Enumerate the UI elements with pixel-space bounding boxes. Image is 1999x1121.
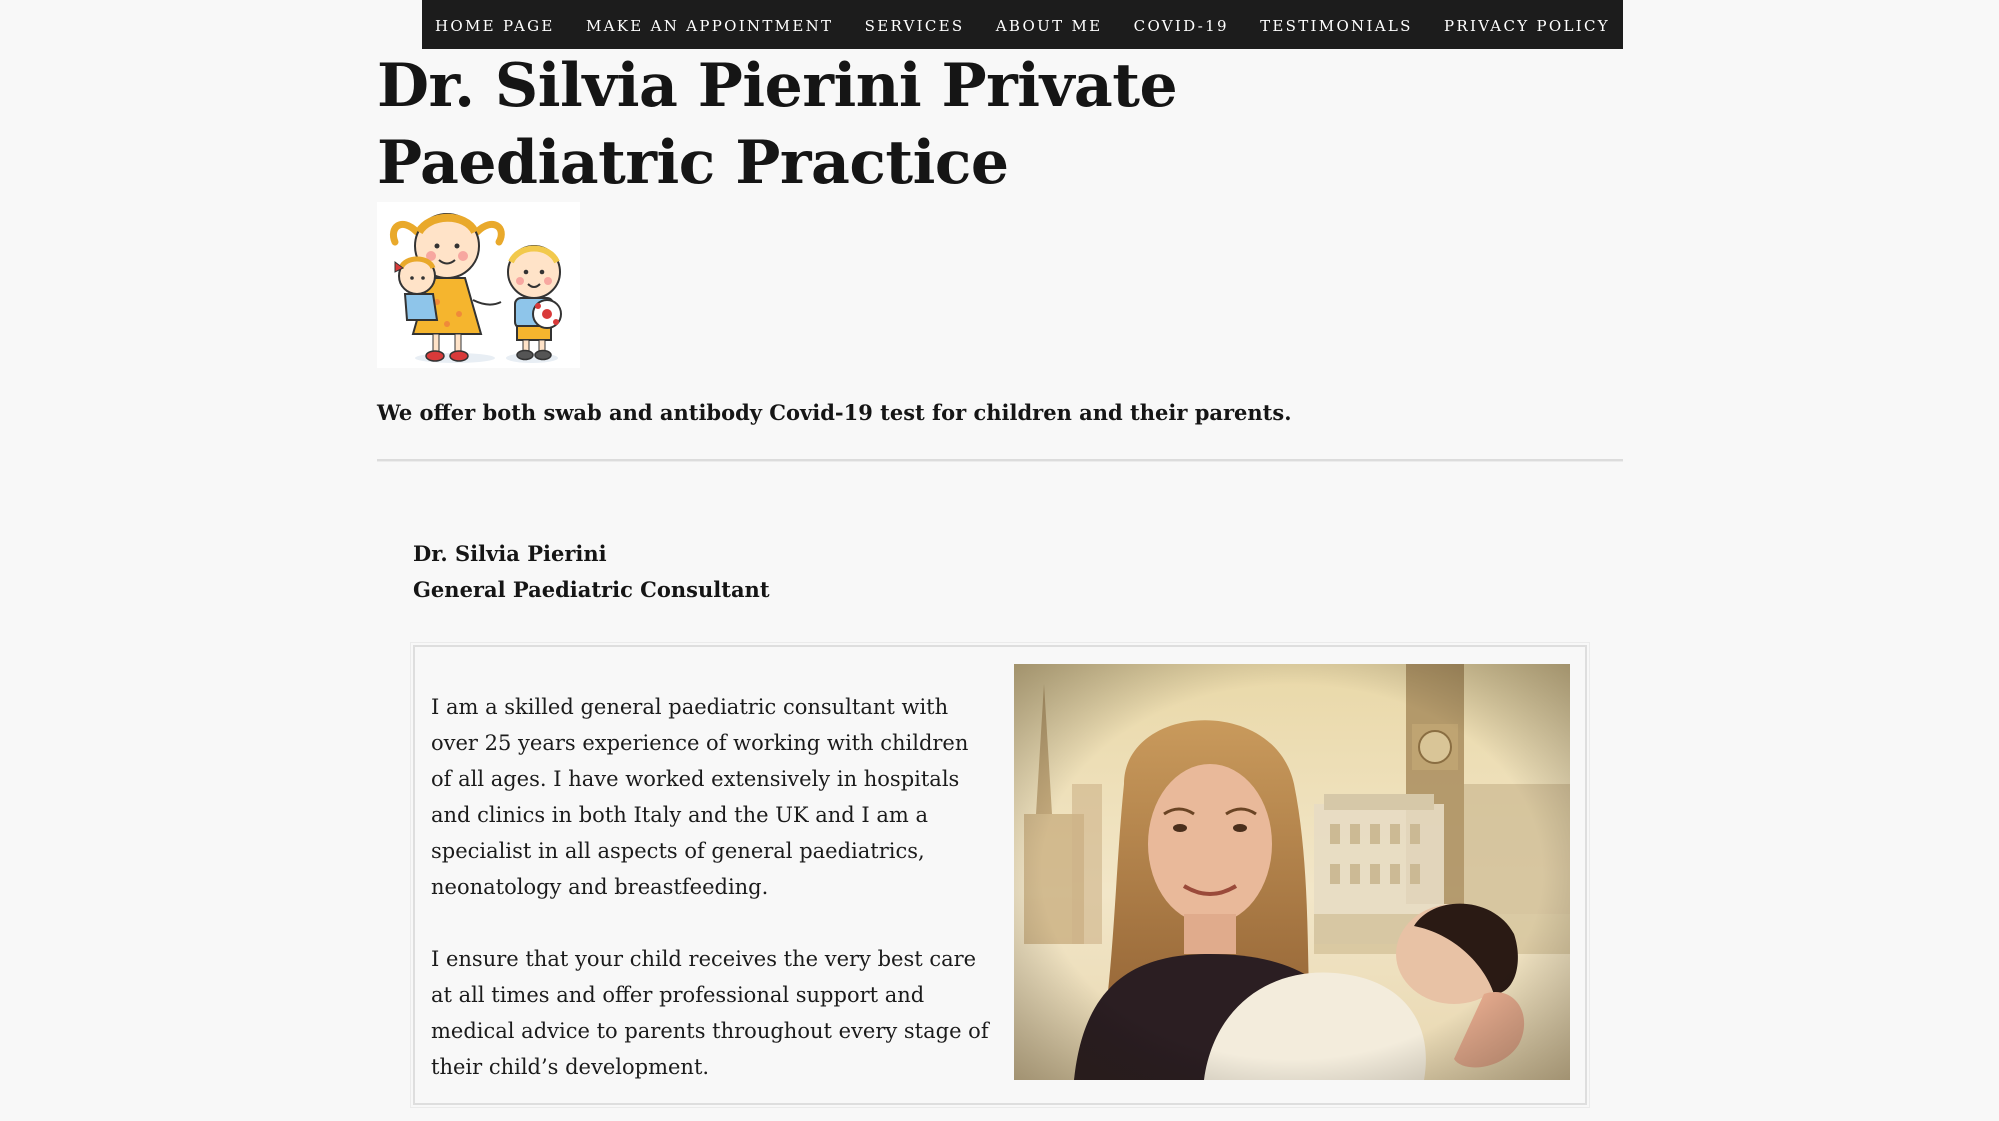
main-nav xyxy=(422,0,1623,49)
nav-privacy-policy[interactable]: PRIVACY POLICY xyxy=(1443,16,1610,35)
section-divider xyxy=(377,459,1623,462)
bio-card xyxy=(413,645,1587,1105)
nav-home-page[interactable]: HOME PAGE xyxy=(435,16,555,35)
doctor-role: General Paediatric Consultant xyxy=(413,577,770,602)
site-title[interactable]: Dr. Silvia Pierini Private Paediatric Practice xyxy=(377,51,1178,198)
nav-make-an-appointment[interactable]: MAKE AN APPOINTMENT xyxy=(585,16,834,35)
children-illustration-logo[interactable] xyxy=(377,202,580,368)
nav-covid-19[interactable]: COVID-19 xyxy=(1133,16,1229,35)
doctor-name: Dr. Silvia Pierini xyxy=(413,541,607,566)
covid-test-announcement: We offer both swab and antibody Covid-19 test for children and their parents. xyxy=(377,400,1292,425)
bio-paragraph: I ensure that your child receives the very best care at all times and offer professional support and medical advice to parents throughout every stage of their child’s development. xyxy=(431,947,989,1079)
bio-text xyxy=(431,689,991,1121)
nav-services[interactable]: SERVICES xyxy=(864,16,965,35)
doctor-photo xyxy=(1014,664,1570,1080)
bio-paragraph: I am a skilled general paediatric consultant with over 25 years experience of working with children of all ages. I have worked extensively in hospitals and clinics in both Italy and the UK and I am a specialist in all aspects of general paediatrics, neonatology and breastfeeding. xyxy=(431,695,969,899)
nav-about-me[interactable]: ABOUT ME xyxy=(995,16,1103,35)
nav-testimonials[interactable]: TESTIMONIALS xyxy=(1260,16,1413,35)
